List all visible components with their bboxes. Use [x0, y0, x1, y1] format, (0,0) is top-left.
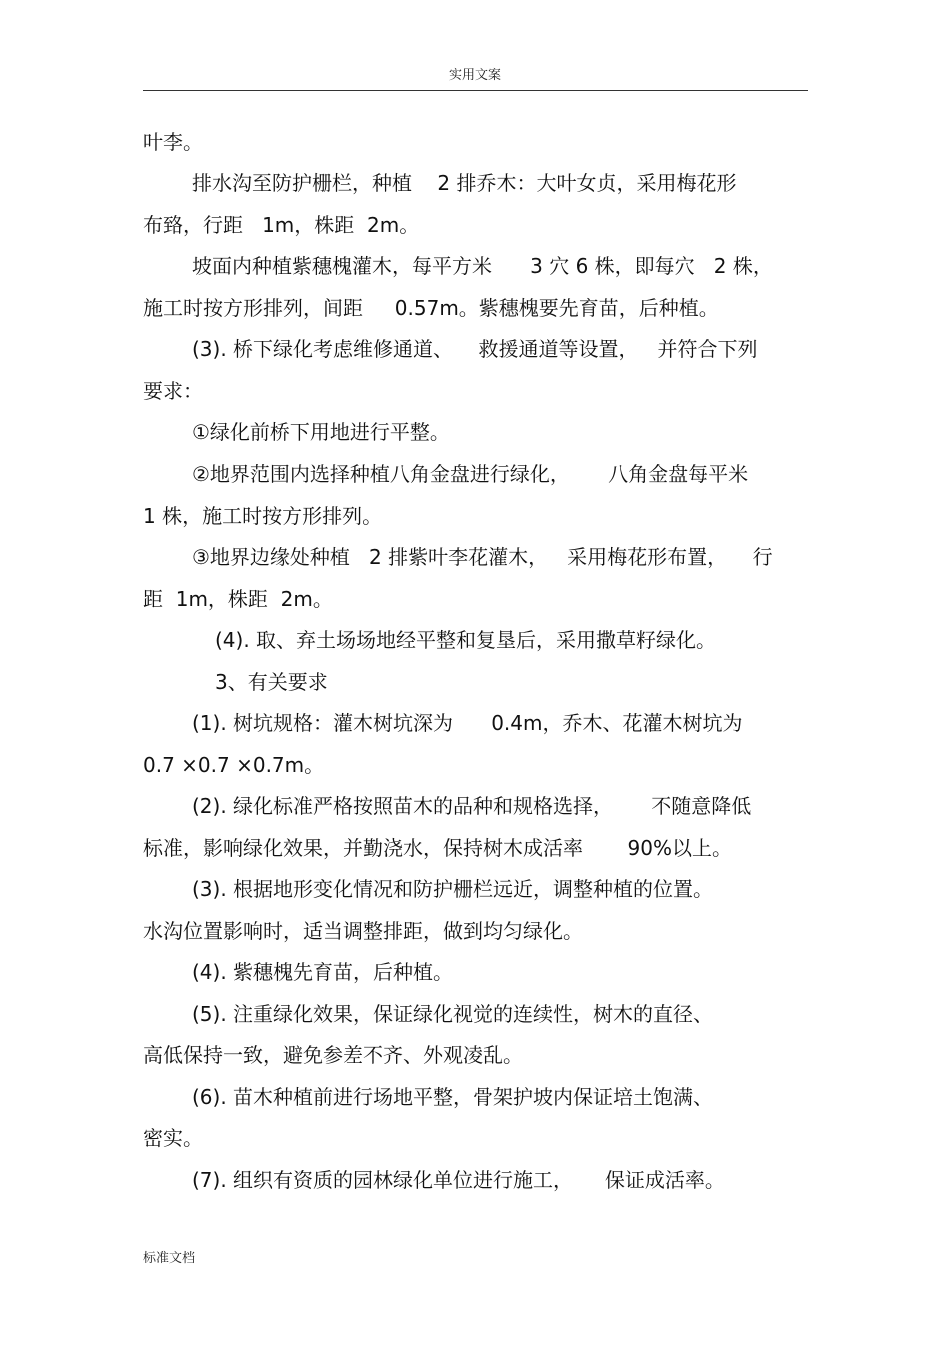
- body-line: (7). 组织有资质的园林绿化单位进行施工， 保证成活率。: [192, 1168, 725, 1192]
- header-divider: [143, 90, 808, 91]
- body-line: 密实。: [143, 1126, 203, 1150]
- body-line: 坡面内种植紫穗槐灌木，每平方米 3 穴 6 株，即每穴 2 株，: [192, 254, 773, 278]
- body-line: 水沟位置影响时，适当调整排距，做到均匀绿化。: [143, 919, 583, 943]
- body-line: 高低保持一致，避免参差不齐、外观凌乱。: [143, 1043, 523, 1067]
- page-header: 实用文案: [448, 68, 501, 83]
- body-line: 1 株，施工时按方形排列。: [143, 504, 383, 528]
- body-line: (5). 注重绿化效果，保证绿化视觉的连续性，树木的直径、: [192, 1002, 714, 1026]
- body-line: ②地界范围内选择种植八角金盘进行绿化， 八角金盘每平米: [192, 462, 749, 486]
- body-line: ③地界边缘处种植 2 排紫叶李花灌木， 采用梅花形布置， 行: [192, 545, 773, 569]
- body-line: 要求：: [143, 379, 203, 403]
- body-line: 排水沟至防护栅栏，种植 2 排乔木：大叶女贞，采用梅花形: [192, 171, 737, 195]
- body-line: (4). 紫穗槐先育苗，后种植。: [192, 960, 454, 984]
- page-footer: 标准文档: [143, 1251, 196, 1266]
- body-line: (3). 根据地形变化情况和防护栅栏远近，调整种植的位置。: [192, 877, 714, 901]
- body-line: (1). 树坑规格：灌木树坑深为 0.4m，乔木、花灌木树坑为: [192, 711, 743, 735]
- body-line: 布臵，行距 1m，株距 2m。: [143, 213, 420, 237]
- body-line: (6). 苗木种植前进行场地平整，骨架护坡内保证培土饱满、: [192, 1085, 714, 1109]
- body-line: (4). 取、弃土场场地经平整和复垦后，采用撒草籽绿化。: [215, 628, 717, 652]
- body-line: 叶李。: [143, 130, 203, 154]
- body-line: (2). 绿化标准严格按照苗木的品种和规格选择， 不随意降低: [192, 794, 752, 818]
- body-line: 施工时按方形排列，间距 0.57m。紫穗槐要先育苗，后种植。: [143, 296, 719, 320]
- body-line: (3). 桥下绿化考虑维修通道、 救援通道等设置， 并符合下列: [192, 337, 758, 361]
- section-heading: 3、有关要求: [215, 670, 328, 694]
- body-line: 标准，影响绿化效果，并勤浇水，保持树木成活率 90%以上。: [143, 836, 732, 860]
- body-line: 距 1m，株距 2m。: [143, 587, 333, 611]
- body-line: ①绿化前桥下用地进行平整。: [192, 420, 450, 444]
- body-line: 0.7 ×0.7 ×0.7m。: [143, 753, 325, 777]
